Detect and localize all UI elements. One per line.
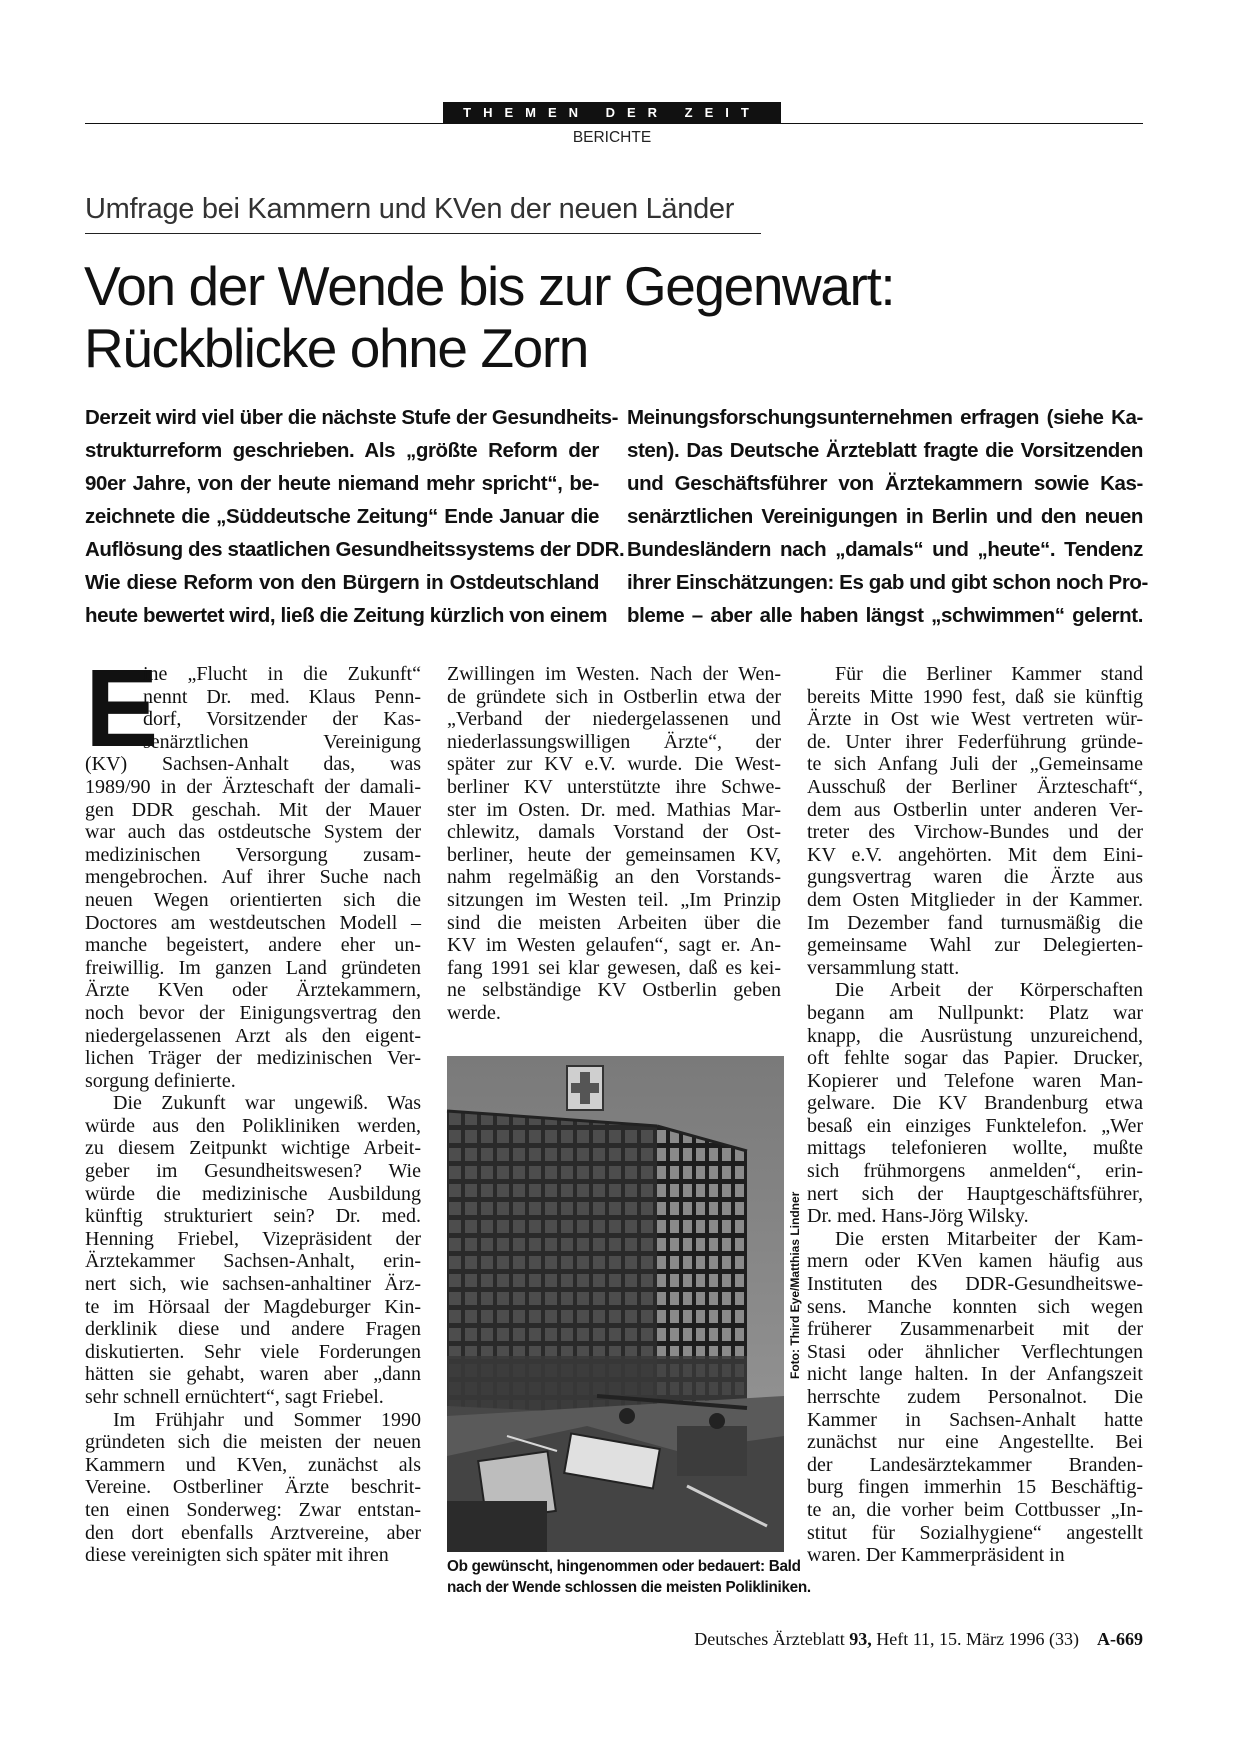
text-line: würde aus den Polikliniken werden, [85, 1114, 421, 1137]
text-line: Doctores am westdeutschen Modell – [85, 911, 421, 934]
text-line: war auch das ostdeutsche System der [85, 821, 421, 844]
text-line: treter des Virchow-Bundes und der [807, 821, 1143, 844]
text-line: ster im Osten. Dr. med. Mathias Mar- [447, 798, 781, 821]
section-rubric: THEMEN DER ZEIT [443, 102, 781, 123]
footer-journal: Deutsches Ärzteblatt [694, 1629, 845, 1649]
text-line: und Geschäftsführer von Ärztekammern sowie Kas- [627, 472, 1143, 495]
text-line: nahm regelmäßig an den Vorstands- [447, 866, 781, 889]
text-line: werde. [447, 1001, 501, 1024]
headline-line: Rückblicke ohne Zorn [84, 317, 588, 379]
text-line: sens. Manche konnten sich wegen [807, 1295, 1143, 1318]
text-line: Kammern und KVen, zunächst als [85, 1453, 421, 1476]
text-line: niederlassungswilligen Ärzte“, der [447, 730, 781, 753]
text-line: der Landesärztekammer Branden- [807, 1453, 1143, 1476]
kicker-rule [85, 233, 761, 234]
text-line: gelware. Die KV Brandenburg etwa [807, 1092, 1143, 1115]
text-line: dem Osten Mitglieder in der Kammer. [807, 888, 1143, 911]
text-line: künftig strukturiert sein? Dr. med. [85, 1205, 421, 1228]
text-line: „Verband der niedergelassenen und [447, 708, 781, 731]
text-line: manche begeistert, andere eher un- [85, 934, 421, 957]
caption-line: nach der Wende schlossen die meisten Polikliniken. [447, 1579, 811, 1596]
text-line: Die ersten Mitarbeiter der Kam- [835, 1227, 1143, 1250]
text-line: später zur KV e.V. wurde. Die West- [447, 753, 781, 776]
text-line: diese vereinigten sich später mit ihren [85, 1544, 389, 1567]
lead-paragraph-right [627, 401, 1148, 632]
text-line: sind die meisten Arbeiten über die [447, 911, 781, 934]
text-line: te sich Anfang Juli der „Gemeinsame [807, 753, 1143, 776]
text-line: Zwillingen im Westen. Nach der Wen- [447, 663, 781, 685]
text-line: nennt Dr. med. Klaus Penn- [143, 685, 421, 708]
body-column-3 [807, 663, 1143, 1567]
text-line: KV e.V. angehörten. Mit dem Eini- [807, 843, 1143, 866]
text-line: Kopierer und Telefone waren Man- [807, 1069, 1143, 1092]
text-line: heute bewertet wird, ließ die Zeitung kürzlich von einem [85, 604, 608, 627]
building-photo-illustration [447, 1056, 784, 1552]
text-line: Stasi oder ähnlicher Verflechtungen [807, 1340, 1143, 1363]
text-line: niedergelassenen Arzt als den eigent- [85, 1024, 421, 1047]
text-line: herrschte zudem Personalnot. Die [807, 1386, 1143, 1408]
text-line: bleme – aber alle haben längst „schwimmen“ gelernt. [627, 604, 1143, 627]
text-line: Kammer in Sachsen-Anhalt hatte [807, 1408, 1143, 1431]
text-line: berliner, heute der gemeinsamen KV, [447, 843, 781, 866]
text-line: besaß ein einziges Funktelefon. „Wer [807, 1114, 1143, 1137]
text-line: Ärztekammer Sachsen-Anhalt, erin- [85, 1250, 421, 1273]
text-line: Meinungsforschungsunternehmen erfragen (siehe Ka- [627, 406, 1143, 429]
text-line: ten einen Sonderweg: Zwar entstan- [85, 1498, 421, 1521]
text-line: ne selbständige KV Ostberlin geben [447, 979, 781, 1002]
text-line: ine „Flucht in die Zukunft“ [143, 663, 421, 685]
text-line: Ärzte KVen oder Ärztekammern, [85, 979, 421, 1002]
text-line: nicht lange halten. In der Anfangszeit [807, 1363, 1143, 1386]
text-line: mengebrochen. Auf ihrer Suche nach [85, 866, 421, 889]
body-column-2 [447, 663, 781, 1025]
text-line: Im Dezember fand turnusmäßig die [807, 911, 1143, 934]
text-line: mern oder KVen kamen häufig aus [807, 1250, 1143, 1273]
body-column-1 [85, 647, 421, 1567]
text-line: gemeinsame Wahl zur Delegierten- [807, 934, 1143, 957]
caption-line: Ob gewünscht, hingenommen oder bedauert: Bald [447, 1558, 801, 1575]
photo-credit: Foto: Third Eye/Matthias Lindner [788, 1191, 802, 1379]
text-line: sitzungen im Westen teil. „Im Prinzip [447, 888, 781, 911]
text-line: burg fingen immerhin 15 Beschäftig- [807, 1476, 1143, 1499]
text-line: sten). Das Deutsche Ärzteblatt fragte die Vorsitzenden [627, 439, 1143, 462]
text-line: neuen Wegen orientierten sich die [85, 888, 421, 911]
text-line: strukturreform geschrieben. Als „größte Reform der [85, 439, 599, 462]
text-line: hätten sie gehabt, waren aber „dann [85, 1363, 421, 1386]
footer-page-number: A-669 [1097, 1629, 1143, 1649]
text-line: Instituten des DDR-Gesundheitswe- [807, 1273, 1143, 1296]
text-line: ihrer Einschätzungen: Es gab und gibt schon noch Pro- [627, 571, 1148, 594]
text-line: Wie diese Reform von den Bürgern in Ostdeutschland [85, 571, 599, 594]
text-line: gen DDR geschah. Mit der Mauer [85, 798, 421, 821]
text-line: geber im Gesundheitswesen? Wie [85, 1160, 421, 1183]
text-line: Vereine. Ostberliner Ärzte beschrit- [85, 1476, 421, 1499]
text-line: dem aus Ostberlin unter anderen Ver- [807, 798, 1143, 821]
text-line: Die Arbeit der Körperschaften [835, 979, 1143, 1002]
text-line: sich frühmorgens anmelden“, erin- [807, 1160, 1143, 1183]
text-line: zunächst nur eine Angestellte. Bei [807, 1431, 1143, 1454]
section-label: BERICHTE [572, 129, 652, 146]
text-line: 90er Jahre, von der heute niemand mehr spricht“, be- [85, 472, 599, 495]
header-rule [85, 123, 1143, 124]
text-line: früherer Zusammenarbeit mit der [807, 1318, 1143, 1341]
text-line: lichen Träger der medizinischen Ver- [85, 1047, 421, 1070]
kicker: Umfrage bei Kammern und KVen der neuen Länder [85, 193, 735, 225]
text-line: medizinischen Versorgung zusam- [85, 843, 421, 866]
text-line: knapp, die Ausrüstung unzureichend, [807, 1024, 1143, 1047]
headline [84, 255, 1144, 379]
text-line: 1989/90 in der Ärzteschaft der damali- [85, 775, 421, 798]
lead-paragraph-left [85, 401, 625, 632]
headline-line: Von der Wende bis zur Gegenwart: [84, 255, 895, 317]
text-line: Für die Berliner Kammer stand [835, 663, 1143, 685]
text-line: den dort ebenfalls Arztvereine, aber [85, 1521, 421, 1544]
text-line: fang 1991 sei klar gewesen, daß es kei- [447, 956, 781, 979]
text-line: gungsvertrag waren die Ärzte aus [807, 866, 1143, 889]
text-line: KV im Westen gelaufen“, sagt er. An- [447, 934, 781, 957]
text-line: berliner KV unterstützte ihre Schwe- [447, 775, 781, 798]
text-line: Die Zukunft war ungewiß. Was [113, 1092, 421, 1115]
text-line: Ausschuß der Berliner Ärzteschaft“, [807, 775, 1143, 798]
text-line: sorgung definierte. [85, 1069, 236, 1092]
text-line: nert sich der Hauptgeschäftsführer, [807, 1182, 1143, 1205]
photo-caption [447, 1556, 811, 1598]
text-line: nert sich, wie sachsen-anhaltiner Ärz- [85, 1273, 421, 1296]
text-line: oft fehlte sogar das Papier. Drucker, [807, 1047, 1143, 1070]
text-line: te an, die vorher beim Cottbusser „In- [807, 1498, 1143, 1521]
text-line: senärztlichen Vereinigung [143, 730, 421, 753]
footer-volume: 93, [849, 1629, 872, 1649]
text-line: noch bevor der Einigungsvertrag den [85, 1001, 421, 1024]
text-line: freiwillig. Im ganzen Land gründeten [85, 956, 421, 979]
text-line: bereits Mitte 1990 fest, daß sie künftig [807, 685, 1143, 708]
text-line: zeichnete die „Süddeutsche Zeitung“ Ende Januar die [85, 505, 599, 528]
text-line: Ärzte in Ost wie West vertreten wür- [807, 708, 1143, 731]
text-line: mittags telefonieren wollte, mußte [807, 1137, 1143, 1160]
text-line: (KV) Sachsen-Anhalt das, was [85, 753, 421, 776]
text-line: Im Frühjahr und Sommer 1990 [113, 1408, 421, 1431]
text-line: Dr. med. Hans-Jörg Wilsky. [807, 1205, 1029, 1228]
photo-poliklinik-building [447, 1056, 784, 1552]
text-line: Bundesländern nach „damals“ und „heute“. Tendenz [627, 538, 1143, 561]
text-line: senärztlichen Vereinigungen in Berlin und den neuen [627, 505, 1143, 528]
text-line: gründeten sich die meisten der neuen [85, 1431, 421, 1454]
text-line: würde die medizinische Ausbildung [85, 1182, 421, 1205]
text-line: de gründete sich in Ostberlin etwa der [447, 685, 781, 708]
page-footer [630, 1629, 1143, 1650]
text-line: stitut für Sozialhygiene“ angestellt [807, 1521, 1143, 1544]
text-line: Derzeit wird viel über die nächste Stufe der Gesundheits- [85, 406, 619, 429]
footer-issue: Heft 11, 15. März 1996 (33) [876, 1629, 1079, 1649]
text-line: versammlung statt. [807, 956, 960, 979]
drop-cap: E [85, 647, 159, 770]
text-line: sehr schnell ernüchtert“, sagt Friebel. [85, 1386, 384, 1408]
text-line: Henning Friebel, Vizepräsident der [85, 1227, 421, 1250]
text-line: Auflösung des staatlichen Gesundheitssystems der DDR. [85, 538, 625, 561]
text-line: te im Hörsaal der Magdeburger Kin- [85, 1295, 421, 1318]
text-line: chlewitz, damals Vorstand der Ost- [447, 821, 781, 844]
text-line: dorf, Vorsitzender der Kas- [143, 708, 421, 731]
text-line: de. Unter ihrer Federführung gründe- [807, 730, 1143, 753]
text-line: begann am Nullpunkt: Platz war [807, 1001, 1143, 1024]
text-line: waren. Der Kammerpräsident in [807, 1544, 1065, 1567]
text-line: diskutierten. Sehr viele Forderungen [85, 1340, 421, 1363]
text-line: derklinik diese und andere Fragen [85, 1318, 421, 1341]
text-line: zu diesem Zeitpunkt wichtige Arbeit- [85, 1137, 421, 1160]
